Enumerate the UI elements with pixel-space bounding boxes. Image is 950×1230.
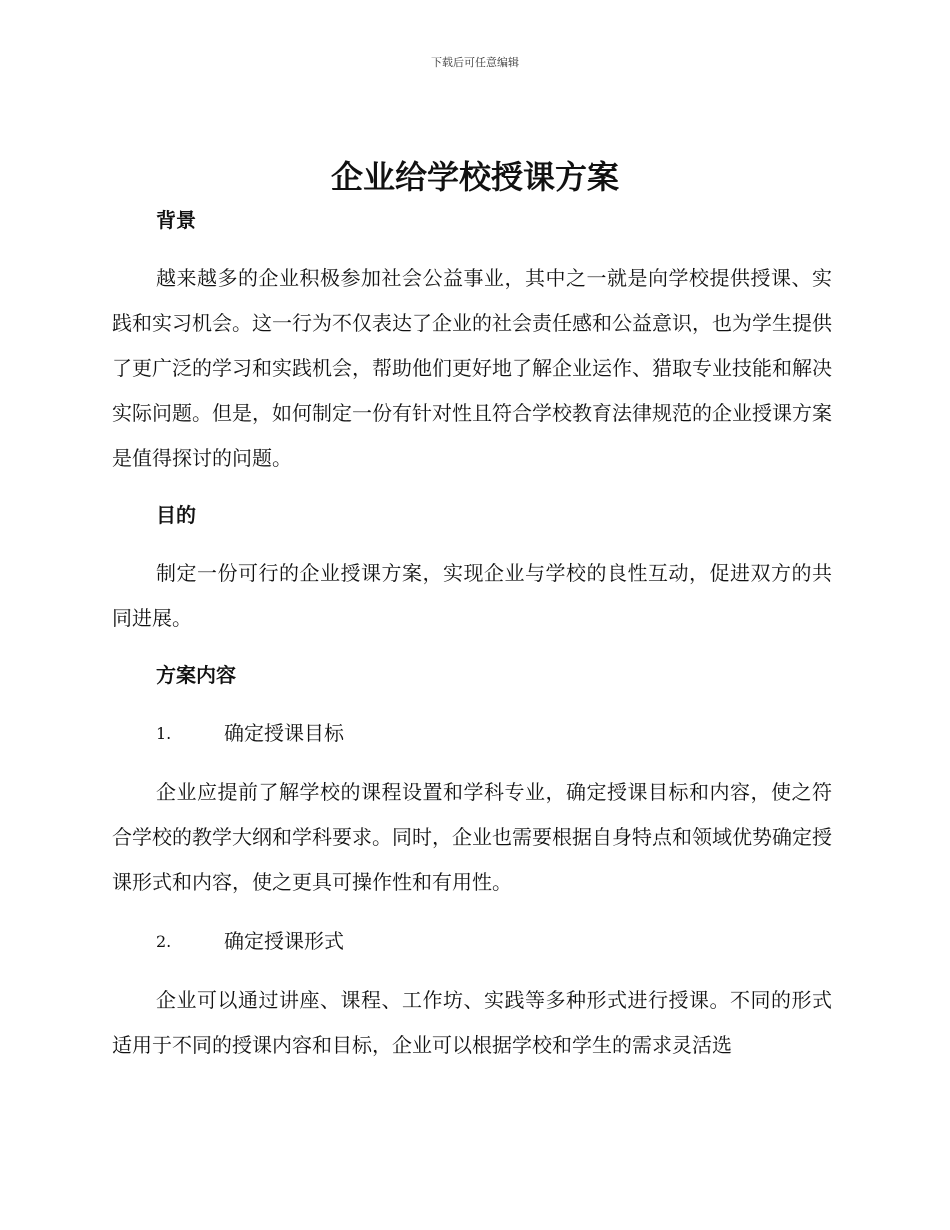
section-heading-background: 背景: [156, 208, 196, 232]
list-item: [112, 919, 832, 964]
list-label: 确定授课目标: [224, 721, 344, 745]
paragraph-purpose: 制定一份可行的企业授课方案，实现企业与学校的良性互动，促进双方的共同进展。: [112, 561, 832, 630]
paragraph-background: 越来越多的企业积极参加社会公益事业，其中之一就是向学校提供授课、实践和实习机会。这一行为不仅表达了企业的社会责任感和公益意识，也为学生提供了更广泛的学习和实践机会，帮助他们更好地了解企业运作、猎取专业技能和解决实际问题。但是，如何制定一份有针对性且符合学校教育法律规范的企业授课方案是值得探讨的问题。: [112, 266, 832, 470]
paragraph-plan-item-1: 企业应提前了解学校的课程设置和学科专业，确定授课目标和内容，使之符合学校的教学大纲和学科要求。同时，企业也需要根据自身特点和领域优势确定授课形式和内容，使之更具可操作性和有用性。: [112, 780, 832, 894]
list-number: 1.: [156, 724, 172, 743]
list-item: [112, 711, 832, 756]
header-note: 下载后可任意编辑: [431, 56, 519, 69]
paragraph-plan-item-2: 企业可以通过讲座、课程、工作坊、实践等多种形式进行授课。不同的形式适用于不同的授课内容和目标，企业可以根据学校和学生的需求灵活选: [112, 988, 832, 1057]
list-number: 2.: [156, 932, 172, 951]
document-body: [112, 198, 832, 1068]
section-heading-plan: 方案内容: [156, 663, 236, 687]
list-label: 确定授课形式: [224, 929, 344, 953]
document-title: 企业给学校授课方案: [330, 158, 619, 196]
section-heading-purpose: 目的: [156, 503, 196, 527]
